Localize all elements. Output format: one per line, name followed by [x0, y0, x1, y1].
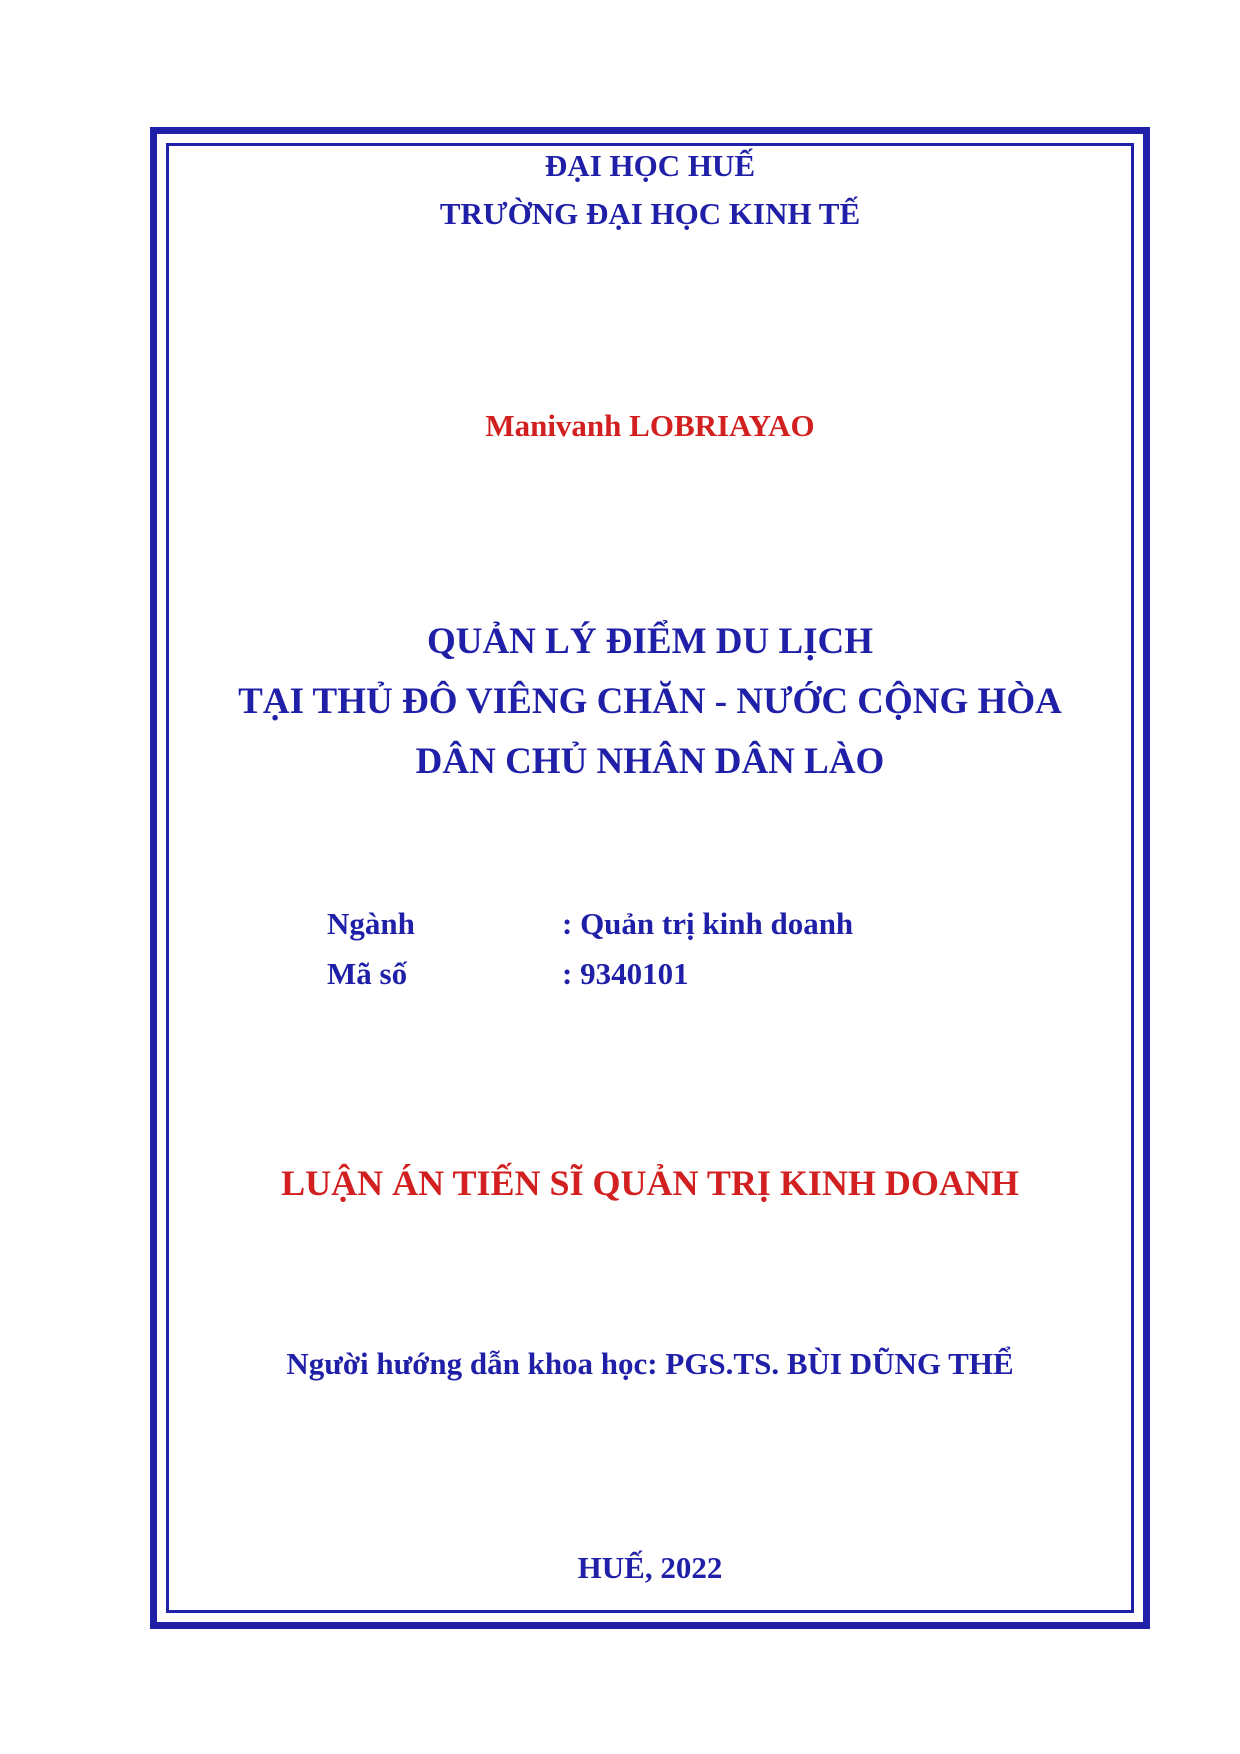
- code-label: Mã số: [327, 956, 408, 991]
- major-label: Ngành: [327, 906, 415, 941]
- thesis-title-line-3: DÂN CHỦ NHÂN DÂN LÀO: [415, 741, 885, 782]
- code-value: : 9340101: [562, 956, 689, 991]
- advisor: Người hướng dẫn khoa học: PGS.TS. BÙI DŨNG THỂ: [286, 1346, 1014, 1381]
- inner-border: [166, 143, 1134, 1613]
- place-year: HUẾ, 2022: [577, 1550, 723, 1585]
- major-value: : Quản trị kinh doanh: [562, 906, 854, 941]
- degree-type: LUẬN ÁN TIẾN SĨ QUẢN TRỊ KINH DOANH: [281, 1163, 1019, 1203]
- school-name: TRƯỜNG ĐẠI HỌC KINH TẾ: [439, 196, 861, 231]
- thesis-title-line-2: TẠI THỦ ĐÔ VIÊNG CHĂN - NƯỚC CỘNG HÒA: [238, 681, 1062, 722]
- university-name: ĐẠI HỌC HUẾ: [544, 148, 756, 183]
- thesis-title-line-1: QUẢN LÝ ĐIỂM DU LỊCH: [426, 621, 874, 662]
- author-name: Manivanh LOBRIAYAO: [485, 408, 815, 443]
